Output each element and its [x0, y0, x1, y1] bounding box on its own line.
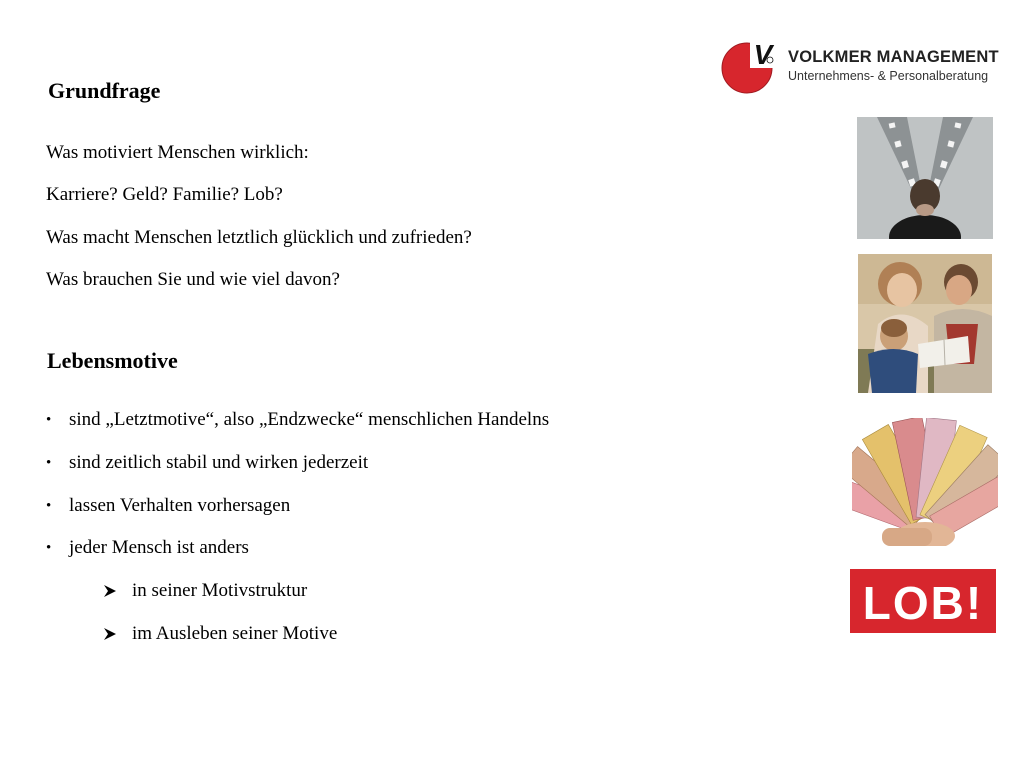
section-title-grundfrage: Grundfrage [48, 78, 161, 103]
family-photo [858, 254, 992, 393]
company-logo [720, 38, 1000, 94]
question-line: Was motiviert Menschen wirklich: [46, 142, 309, 163]
bullet-dot-icon: • [46, 455, 52, 471]
bullet-text: sind „Letztmotive“, also „Endzwecke“ menschlichen Handelns [69, 409, 550, 430]
question-line: Was macht Menschen letztlich glücklich und zufrieden? [46, 227, 472, 248]
arrow-bullet-icon [103, 584, 117, 598]
banknotes-photo [852, 418, 998, 546]
lob-text: LOB! [862, 577, 984, 629]
family-icon [858, 254, 992, 393]
volkmer-logo-icon [720, 38, 778, 94]
logo-name: VOLKMER MANAGEMENT [788, 48, 999, 66]
bullet-dot-icon: • [46, 412, 52, 428]
question-line: Was brauchen Sie und wie viel davon? [46, 269, 340, 290]
sub-bullet-text: im Ausleben seiner Motive [132, 623, 338, 644]
bullet-text: sind zeitlich stabil und wirken jederzeit [69, 452, 369, 473]
logo-tagline: Unternehmens- & Personalberatung [788, 69, 989, 83]
bullet-dot-icon: • [46, 498, 52, 514]
question-line: Karriere? Geld? Familie? Lob? [46, 184, 283, 205]
crossroads-icon [857, 117, 993, 239]
section-title-lebensmotive: Lebensmotive [47, 348, 178, 373]
lob-smiley-icon [850, 569, 996, 633]
sub-bullet-text: in seiner Motivstruktur [132, 580, 308, 601]
bullet-text: lassen Verhalten vorhersagen [69, 495, 291, 516]
bullet-dot-icon: • [46, 540, 52, 556]
money-icon [852, 418, 998, 546]
arrow-bullet-icon [103, 627, 117, 641]
logo-mark-letter: V [753, 39, 773, 70]
lob-logo [850, 569, 996, 633]
bullet-text: jeder Mensch ist anders [69, 537, 249, 558]
crossroads-photo [857, 117, 993, 239]
